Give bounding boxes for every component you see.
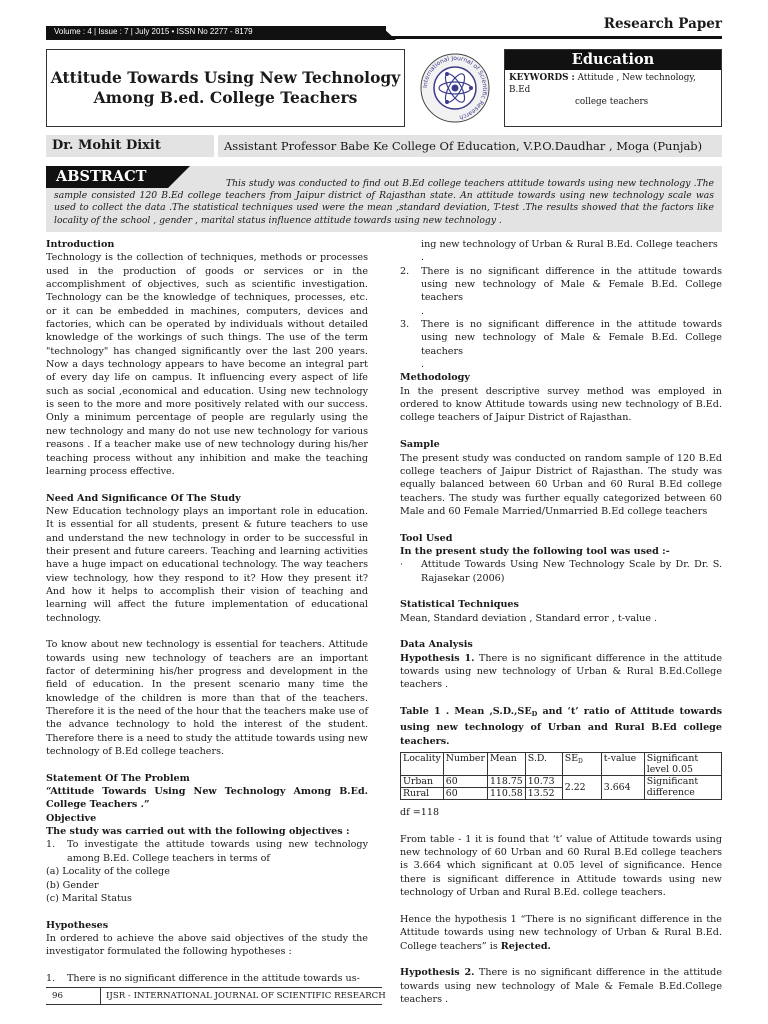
cell-number-1: 60: [443, 776, 487, 788]
section-heading-need: Need And Significance Of The Study: [46, 492, 241, 504]
hypothesis-2-text: There is no significant difference in the attitude towards using new technology of Male & Female B.Ed.College teachers .: [400, 967, 722, 1005]
hypothesis-text-3: There is no significant difference in the attitude towards using new technology of Male & Female B.Ed. College teachers: [421, 319, 722, 357]
hypothesis-item-1: [46, 972, 368, 985]
page-number: 96: [52, 991, 63, 1001]
section-heading-statistical: Statistical Techniques: [400, 599, 519, 611]
introduction-text: Technology is the collection of techniques, methods or processes used in the production of goods or services or in the accomplishment of objectives, such as scientific investigation. Technology can be the knowledge of techniques, processes, etc. or it can be embedded in machines, computers, devices and factories, which can be operated by individuals without detailed knowledge of the workings of such things. The use of the term "technology" has changed significantly over the last 200 years. Now a days technology appears to have become an integral part of every day life on campus. It influencing every aspect of life such as social ,economical and education. Using new technology is seen to the more and more positively related with our success. Only a minimum percentage of people are regularly using the new technology and many do not use new technology for various reasons . If a teacher make use of new technology during his/her teaching process without any inhibition and make the teaching learning process effective.: [46, 252, 368, 477]
title-box: [46, 49, 405, 127]
cell-number-2: 60: [443, 788, 487, 800]
objective-intro: The study was carried out with the following objectives :: [46, 826, 350, 838]
table-caption: [400, 705, 722, 748]
author-name: Dr. Mohit Dixit: [46, 135, 214, 157]
hypothesis-text-1: There is no significant difference in the attitude towards us-: [67, 972, 360, 984]
section-heading-tool: Tool Used: [400, 532, 453, 544]
cell-se: 2.22: [562, 776, 601, 800]
paper-title-line2: Among B.ed. College Teachers: [93, 88, 358, 107]
cell-t-value: 3.664: [601, 776, 644, 800]
degrees-of-freedom: df =118: [400, 807, 440, 819]
objective-b: (b) Gender: [46, 879, 99, 891]
table-row: [401, 776, 722, 788]
section-heading-problem: Statement Of The Problem: [46, 772, 190, 784]
section-heading-sample: Sample: [400, 439, 440, 451]
cell-mean-2: 110.58: [487, 788, 525, 800]
tool-bullet: ·: [400, 559, 404, 571]
sample-text: The present study was conducted on random sample of 120 B.Ed college teachers of Jaipur District of Rajasthan. The study was equally balanced between 60 Urban and 60 Rural B.Ed college teachers. The study was further equally categorized between 60 Male and 60 Female Married/Unmarried B.Ed college teachers: [400, 452, 722, 517]
tool-intro: In the present study the following tool was used :-: [400, 545, 670, 557]
hypothesis-1-label: Hypothesis 1.: [400, 652, 475, 664]
th-t-value: t-value: [601, 753, 644, 776]
th-se-sub: D: [578, 758, 583, 766]
abstract-label: ABSTRACT: [46, 166, 168, 188]
svg-text:International Journal of Scien: International Journal of Scientific Research: [421, 54, 489, 121]
author-row: [46, 135, 722, 157]
know-text: To know about new technology is essential for teachers. Attitude towards using new technology of teachers are an important factor of determining his/her progress and development in the field of education. In the present scenario many time the knowledge of the children is more than that of the teachers. Therefore it is the need of the hour that the teachers make use of the advance technology to hold the interest of the student. Therefore there is a need to study the attitude towards using new technology of B.Ed college teachers.: [46, 639, 368, 758]
keywords: [505, 70, 721, 108]
cell-locality-2: Rural: [401, 788, 444, 800]
statistical-text: Mean, Standard deviation , Standard error , t-value .: [400, 612, 658, 624]
methodology-text: In the present descriptive survey method was employed in ordered to know Attitude towards using new technology of B.Ed. college teachers of Jaipur District of Rajasthan.: [400, 385, 722, 424]
th-sd: S.D.: [525, 753, 562, 776]
data-table: [400, 752, 722, 800]
conclusion-text: Hence the hypothesis 1 “There is no significant difference in the Attitude towards using new technology of Urban & Rural B.Ed. College teachers” is: [400, 913, 722, 952]
objective-text: To investigate the attitude towards using new technology among B.Ed. College teachers in terms of: [67, 839, 368, 864]
table-header-row: [401, 753, 722, 776]
research-paper-label: Research Paper: [603, 16, 722, 32]
th-significance: Significant level 0.05: [644, 753, 721, 776]
hypothesis-2-dot: .: [421, 305, 425, 317]
objective-a: (a) Locality of the college: [46, 866, 170, 878]
hypothesis-number-2: 2.: [400, 265, 410, 277]
th-locality: Locality: [401, 753, 444, 776]
volume-info: Volume : 4 | Issue : 7 | July 2015 • ISSN No 2277 - 8179: [54, 27, 253, 36]
tool-item: [400, 558, 722, 585]
conclusion-verdict: Rejected.: [500, 940, 551, 952]
paper-title-line1: Attitude Towards Using New Technology: [50, 68, 401, 87]
cell-locality-1: Urban: [401, 776, 444, 788]
header-bar-line: [386, 36, 722, 39]
hypothesis-1-text: There is no significant difference in the attitude towards using new technology of Urban & Rural B.Ed.College teachers .: [400, 652, 722, 691]
subject-box: [504, 49, 722, 127]
need-text: New Education technology plays an important role in education. It is essential for all students, present & future teachers to use and understand the new technology in order to be successful in their present and future careers. Teaching and learning activities have a huge impact on educational technology. The way teachers view technology, how they respond to it? How they present it? And how it helps to accomplish their vision of teaching and learning will affect the future implementation of educational technology.: [46, 505, 368, 624]
cell-significance: Significant difference: [644, 776, 721, 800]
left-column: [46, 238, 368, 985]
hypothesis-text-2: There is no significant difference in the attitude towards using new technology of Male & Female B.Ed. College teachers: [421, 265, 722, 304]
footer-divider: [100, 988, 101, 1004]
keywords-line2: college teachers: [575, 97, 649, 107]
hypothesis-1-conclusion: [400, 913, 722, 953]
right-column: [400, 238, 722, 1006]
cell-sd-1: 10.73: [525, 776, 562, 788]
hypothesis-item-3: [400, 318, 722, 358]
th-mean: Mean: [487, 753, 525, 776]
section-heading-methodology: Methodology: [400, 372, 470, 384]
cell-sd-2: 13.52: [525, 788, 562, 800]
paper-title: [51, 68, 401, 108]
header-bar: [46, 26, 722, 40]
table-caption-a: Table 1 . Mean ,S.D.,SE: [400, 706, 532, 718]
section-heading-introduction: Introduction: [46, 239, 115, 250]
objective-number: 1.: [46, 839, 56, 851]
journal-logo-seal: [416, 52, 494, 124]
th-se-label: SE: [564, 753, 579, 765]
section-heading-objective: Objective: [46, 812, 97, 824]
footer-journal: IJSR - INTERNATIONAL JOURNAL OF SCIENTIFIC RESEARCH: [106, 991, 386, 1001]
abstract-text: This study was conducted to find out B.Ed college teachers attitude towards using new technology .The sample consisted 120 B.Ed college teachers from Jaipur district of Rajasthan state. An attitude towards using new technology scale was used to collect the data .The statistical techniques used were the mean ,standard deviation, T-test .The results showed that the factors like locality of the school , gender , marital status influence attitude towards using new technology .: [54, 178, 714, 226]
hypotheses-intro: In ordered to achieve the above said objectives of the study the investigator formulated the following hypotheses :: [46, 932, 368, 958]
th-number: Number: [443, 753, 487, 776]
author-affiliation: Assistant Professor Babe Ke College Of Education, V.P.O.Daudhar , Moga (Punjab): [218, 135, 722, 157]
subject-label: Education: [505, 50, 721, 70]
table-discussion: From table - 1 it is found that ‘t’ value of Attitude towards using new technology of 60 Urban and 60 Rural B.Ed college teachers is 3.664 which significant at 0.05 level of significance. Hence there is significant difference in Attitude towards using new technology of Urban and Rural B.Ed. college teachers.: [400, 833, 722, 899]
hypothesis-number-1: 1.: [46, 972, 56, 984]
keywords-label: KEYWORDS :: [509, 73, 575, 83]
table-caption-sub: D: [531, 710, 538, 719]
table-caption-b: and ‘t’ ratio of Attitude towards using new technology of Urban and Rural B.Ed college teachers.: [400, 706, 722, 747]
hypothesis-1-dot: .: [421, 252, 425, 264]
abstract-box: [46, 166, 722, 232]
hypothesis-number-3: 3.: [400, 319, 410, 331]
objective-c: (c) Marital Status: [46, 892, 132, 904]
hypothesis-2-label: Hypothesis 2.: [400, 967, 475, 979]
hypothesis-item-2: [400, 265, 722, 305]
hypothesis-1-continued: ing new technology of Urban & Rural B.Ed. College teachers: [421, 239, 718, 250]
abstract-label-diagonal: [168, 166, 190, 188]
section-heading-hypotheses: Hypotheses: [46, 919, 109, 931]
section-heading-analysis: Data Analysis: [400, 639, 473, 651]
objective-item: [46, 838, 368, 865]
header-bar-dark: [46, 26, 386, 40]
hypothesis-2-statement: [400, 966, 722, 1006]
cell-mean-1: 118.75: [487, 776, 525, 788]
hypothesis-3-dot: .: [421, 359, 425, 371]
problem-statement: “Attitude Towards Using New Technology Among B.Ed. College Teachers .”: [46, 786, 368, 811]
th-se: [562, 753, 601, 776]
hypothesis-1-statement: [400, 652, 722, 692]
footer: [46, 987, 386, 1005]
tool-text: Attitude Towards Using New Technology Scale by Dr. Dr. S. Rajasekar (2006): [421, 559, 722, 584]
keywords-line1: Attitude , New technology, B.Ed: [509, 73, 696, 95]
